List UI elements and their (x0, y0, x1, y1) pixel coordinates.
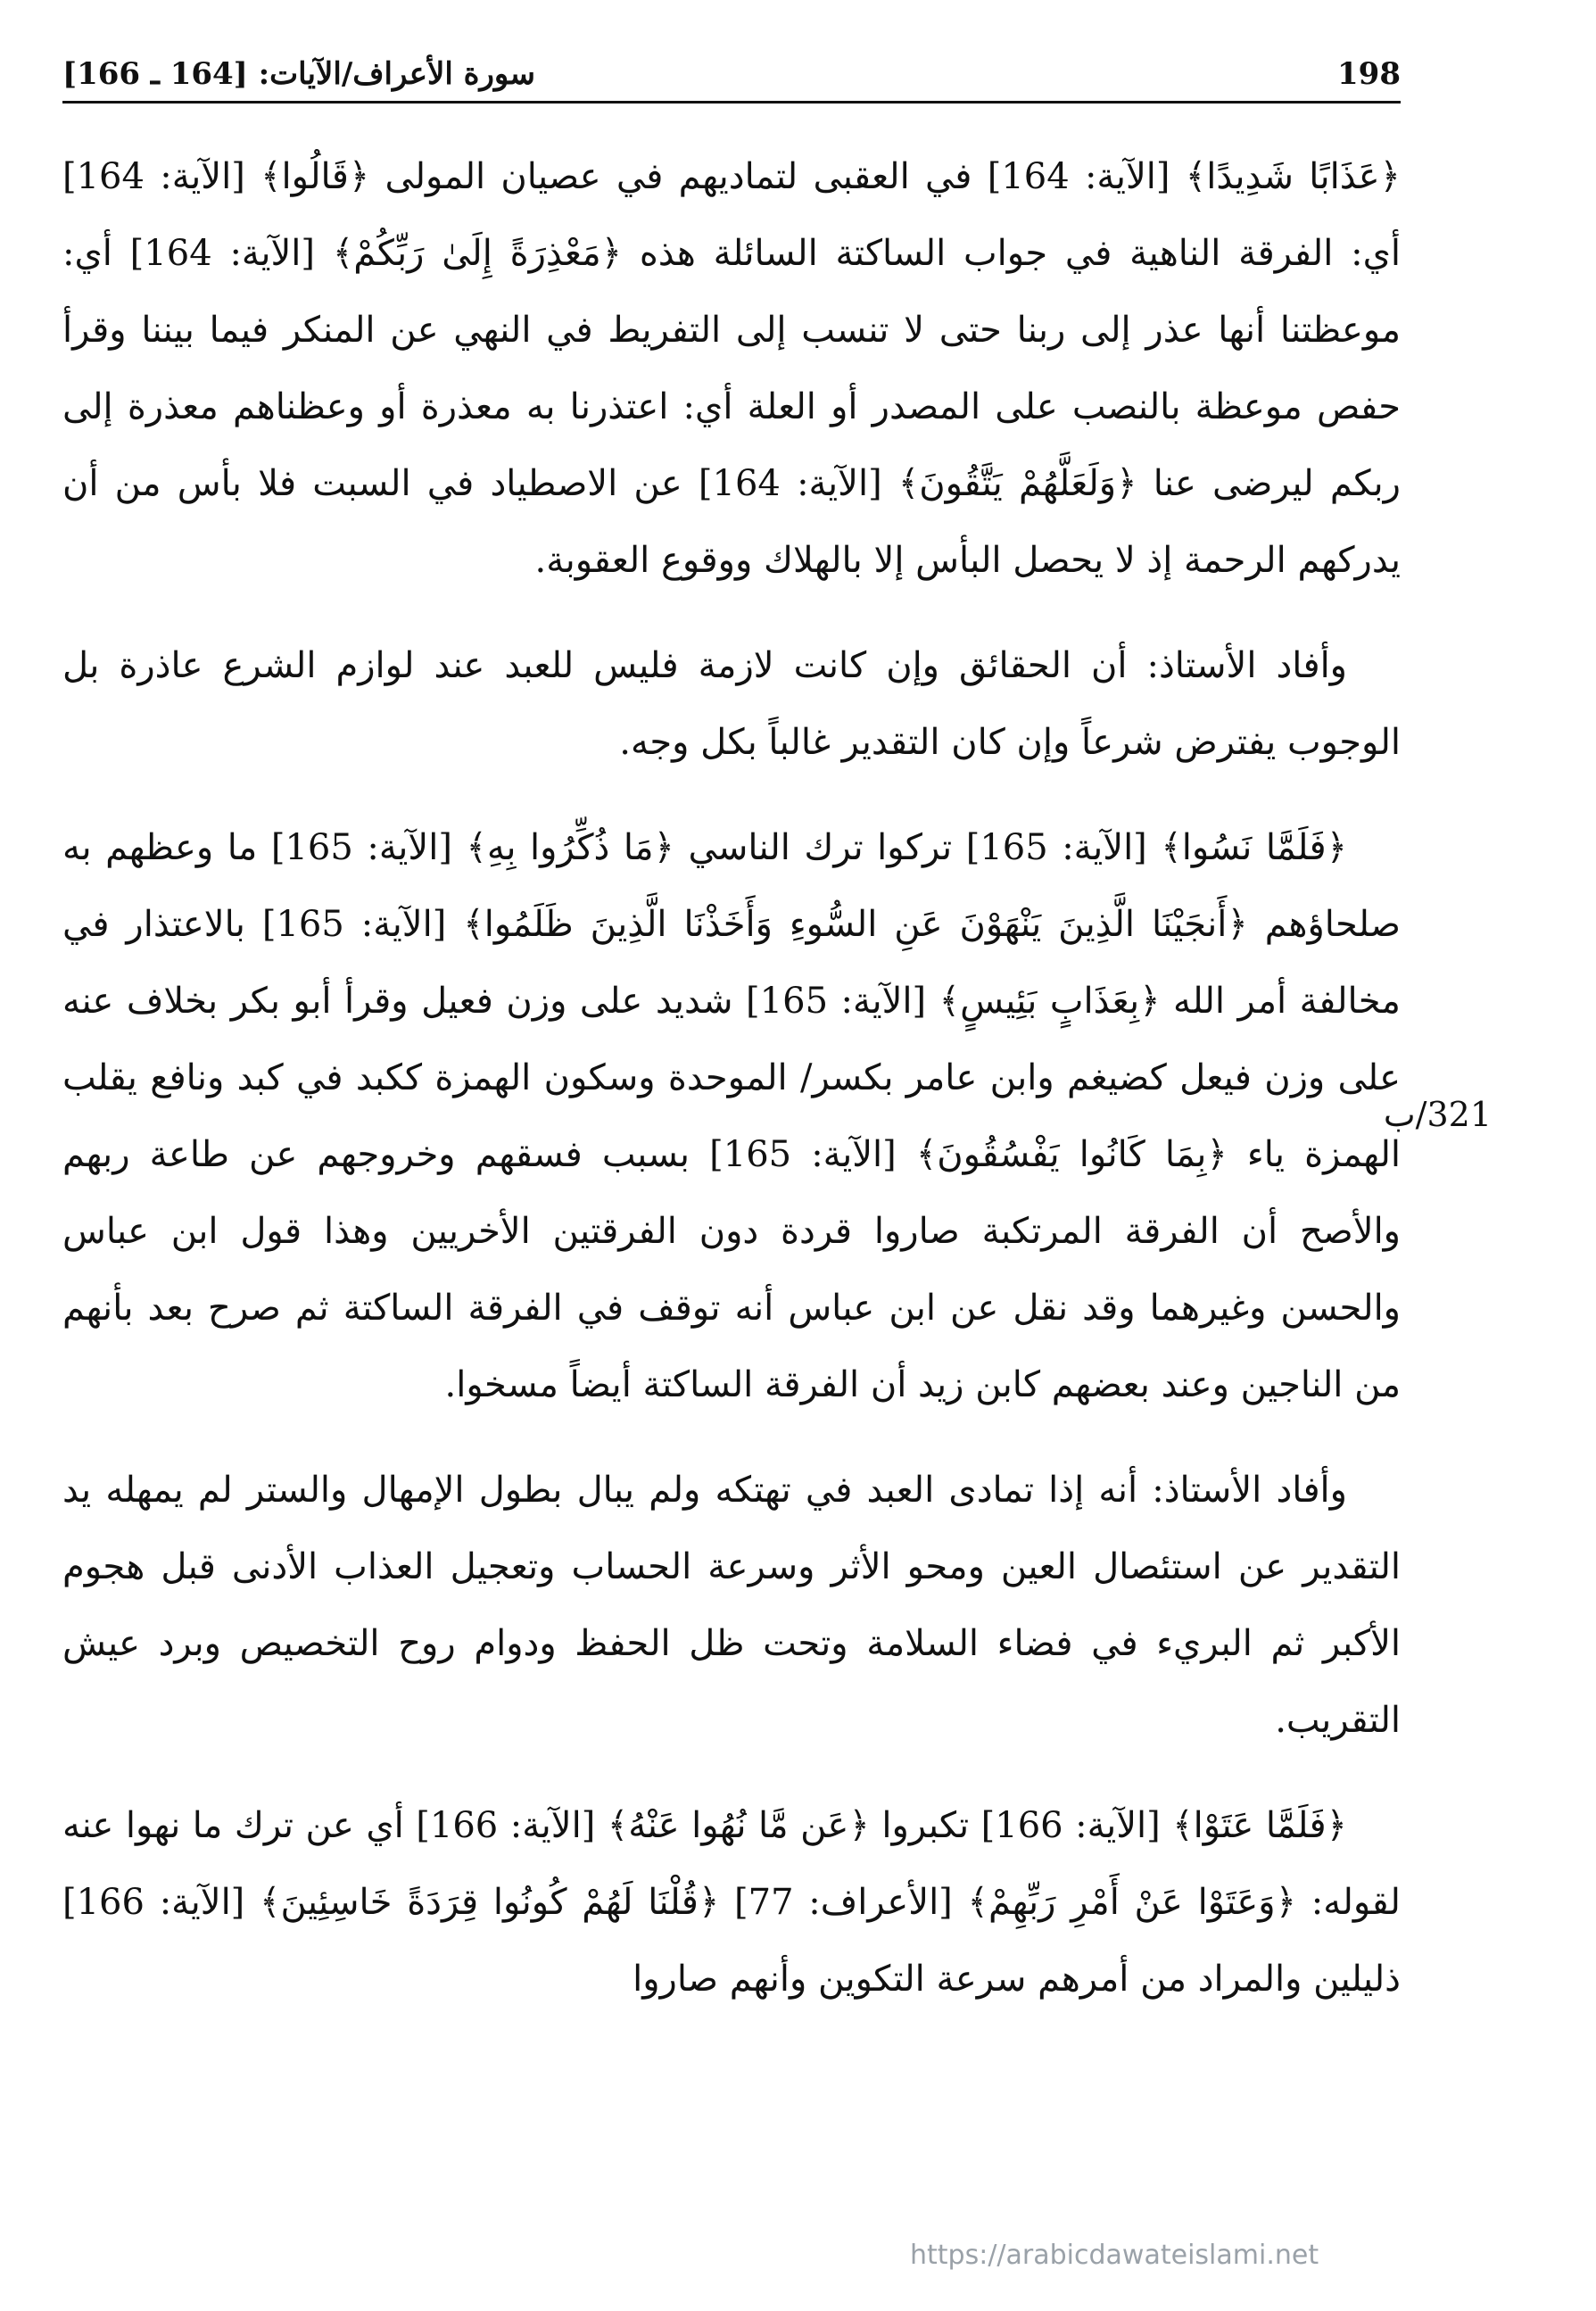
paragraph: ﴿عَذَابًا شَدِيدًا﴾ [الآية: 164] في العقبى لتماديهم في عصيان المولى ﴿قَالُوا﴾ [الآية: 164] أي: الفرقة الناهية في جواب الساكتة السائلة هذه ﴿مَعْذِرَةً إِلَىٰ رَبِّكُمْ﴾ [الآية: 164] أي: موعظتنا أنها عذر إلى ربنا حتى لا تنسب إلى التفريط في النهي عن المنكر فيما بيننا وقرأ حفص موعظة بالنصب على المصدر أو العلة أي: اعتذرنا به معذرة أو وعظناهم معذرة إلى ربكم ليرضى عنا ﴿وَلَعَلَّهُمْ يَتَّقُونَ﴾ [الآية: 164] عن الاصطياد في السبت فلا بأس من أن يدركهم الرحمة إذ لا يحصل البأس إلا بالهلاك ووقوع العقوبة. (51, 156, 1401, 581)
paragraph: وأفاد الأستاذ: أن الحقائق وإن كانت لازمة فليس للعبد عند لوازم الشرع عاذرة بل الوجوب يفترض شرعاً وإن كان التقدير غالباً بكل وجه. (51, 645, 1401, 763)
running-title: سورة الأعراف/الآيات: [164 ـ 166] (62, 56, 535, 92)
document-page (51, 49, 1492, 2262)
paragraph: ﴿فَلَمَّا عَتَوْا﴾ [الآية: 166] تكبروا ﴿عَن مَّا نُهُوا عَنْهُ﴾ [الآية: 166] أي عن ترك ما نهوا عنه لقوله: ﴿وَعَتَوْا عَنْ أَمْرِ رَبِّهِمْ﴾ [الأعراف: 77] ﴿قُلْنَا لَهُمْ كُونُوا قِرَدَةً خَاسِئِينَ﴾ [الآية: 166] ذليلين والمراد من أمرهم سرعة التكوين وأنهم صاروا (51, 1805, 1401, 2000)
page-header (62, 49, 1401, 101)
text-body (51, 138, 1401, 2046)
manuscript-folio-note: 321/ب (1383, 1095, 1492, 1134)
paragraph: ﴿فَلَمَّا نَسُوا﴾ [الآية: 165] تركوا ترك الناسي ﴿مَا ذُكِّرُوا بِهِ﴾ [الآية: 165] ما وعظهم به صلحاؤهم ﴿أَنجَيْنَا الَّذِينَ يَنْهَوْنَ عَنِ السُّوءِ وَأَخَذْنَا الَّذِينَ ظَلَمُوا﴾ [الآية: 165] بالاعتذار في مخالفة أمر الله ﴿بِعَذَابٍ بَئِيسٍ﴾ [الآية: 165] شديد على وزن فعيل وقرأ أبو بكر بخلاف عنه على وزن فيعل كضيغم وابن عامر بكسر/ الموحدة وسكون الهمزة ككبد في كبد ونافع يقلب الهمزة ياء ﴿بِمَا كَانُوا يَفْسُقُونَ﴾ [الآية: 165] بسبب فسقهم وخروجهم عن طاعة ربهم والأصح أن الفرقة المرتكبة صاروا قردة دون الفرقتين الأخريين وهذا قول ابن عباس والحسن وغيرهما وقد نقل عن ابن عباس أنه توقف في الفرقة الساكتة ثم صرح بعد بأنهم من الناجين وعند بعضهم كابن زيد أن الفرقة الساكتة أيضاً مسخوا. (51, 827, 1401, 1405)
paragraph: وأفاد الأستاذ: أنه إذا تمادى العبد في تهتكه ولم يبال بطول الإمهال والستر لم يمهله يد التقدير عن استئصال العين ومحو الأثر وسرعة الحساب وتعجيل العذاب الأدنى قبل هجوم الأكبر ثم البريء في فضاء السلامة وتحت ظل الحفظ ودوام روح التخصيص وبرد عيش التقريب. (51, 1470, 1401, 1741)
page-number: 198 (1337, 56, 1401, 92)
watermark-url: https://arabicdawateislami.net (910, 2240, 1319, 2271)
header-divider (62, 101, 1401, 104)
